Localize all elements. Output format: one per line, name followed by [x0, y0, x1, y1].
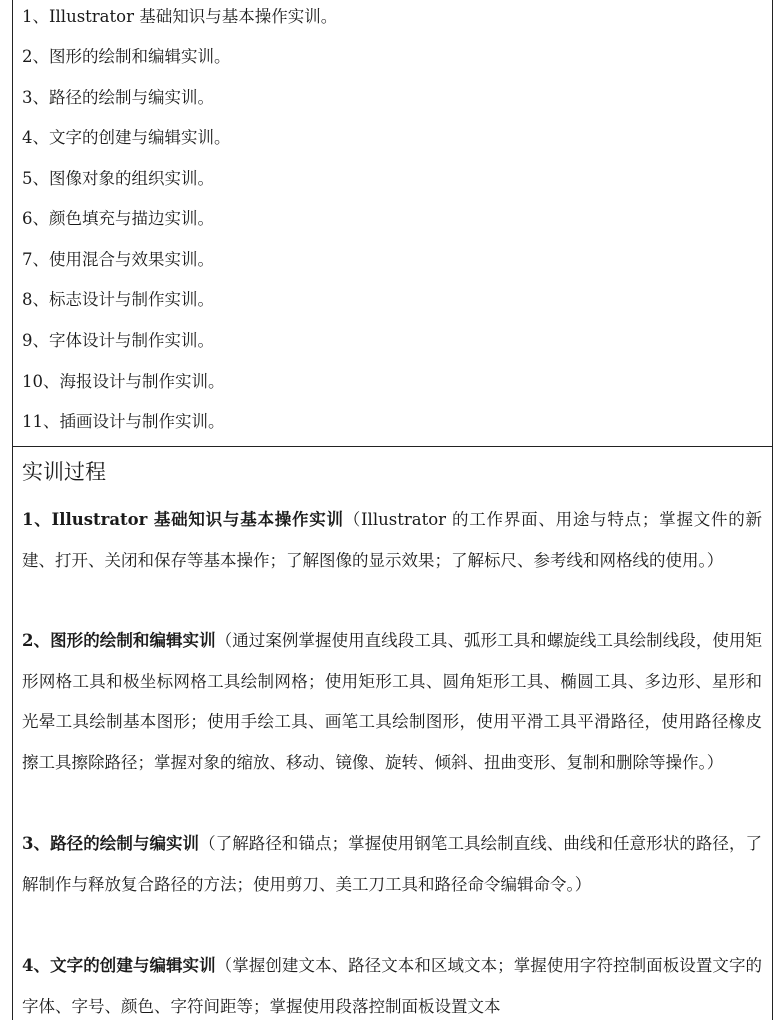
process-item-body: （通过案例掌握使用直线段工具、弧形工具和螺旋线工具绘制线段，使用矩形网格工具和极坐标网格工具绘制网格；使用矩形工具、圆角矩形工具、椭圆工具、多边形、星形和光晕工具绘制基本图形；使用手绘工具、画笔工具绘制图形，使用平滑工具平滑路径，使用路径橡皮擦工具擦除路径；掌握对象的缩放、移动、镜像、旋转、倾斜、扭曲变形、复制和删除等操作。） [22, 631, 763, 772]
list-item: 10、海报设计与制作实训。 [22, 372, 225, 391]
process-item-body: （Illustrator 的工作界面、用途与特点；掌握文件的新建、打开、关闭和保存等基本操作；了解图像的显示效果；了解标尺、参考线和网格线的使用。） [22, 510, 763, 570]
process-item-4 [22, 946, 762, 1027]
process-item-heading: 4、文字的创建与编辑实训 [22, 956, 216, 975]
list-item: 3、路径的绘制与编实训。 [22, 88, 214, 107]
process-item-1 [22, 500, 762, 581]
list-item: 8、标志设计与制作实训。 [22, 290, 214, 309]
list-item: 7、使用混合与效果实训。 [22, 250, 214, 269]
process-item-heading: 1、Illustrator 基础知识与基本操作实训 [22, 510, 344, 529]
document-table [12, 0, 773, 1020]
list-item: 5、图像对象的组织实训。 [22, 169, 214, 188]
process-item-2 [22, 621, 762, 783]
list-item: 9、字体设计与制作实训。 [22, 331, 214, 350]
process-item-body: （了解路径和锚点；掌握使用钢笔工具绘制直线、曲线和任意形状的路径，了解制作与释放复合路径的方法；使用剪刀、美工刀工具和路径命令编辑命令。） [22, 834, 763, 894]
process-item-3 [22, 824, 762, 905]
list-item: 6、颜色填充与描边实训。 [22, 209, 214, 228]
section-title: 实训过程 [22, 460, 106, 484]
list-item: 1、Illustrator 基础知识与基本操作实训。 [22, 7, 338, 26]
list-item: 4、文字的创建与编辑实训。 [22, 128, 231, 147]
process-item-heading: 3、路径的绘制与编实训 [22, 834, 200, 853]
training-list-section [13, 0, 772, 447]
list-item: 2、图形的绘制和编辑实训。 [22, 47, 231, 66]
process-item-heading: 2、图形的绘制和编辑实训 [22, 631, 216, 650]
process-item-body: （掌握创建文本、路径文本和区域文本；掌握使用字符控制面板设置文字的字体、字号、颜色、字符间距等；掌握使用段落控制面板设置文本 [22, 956, 763, 1016]
list-item: 11、插画设计与制作实训。 [22, 412, 225, 431]
